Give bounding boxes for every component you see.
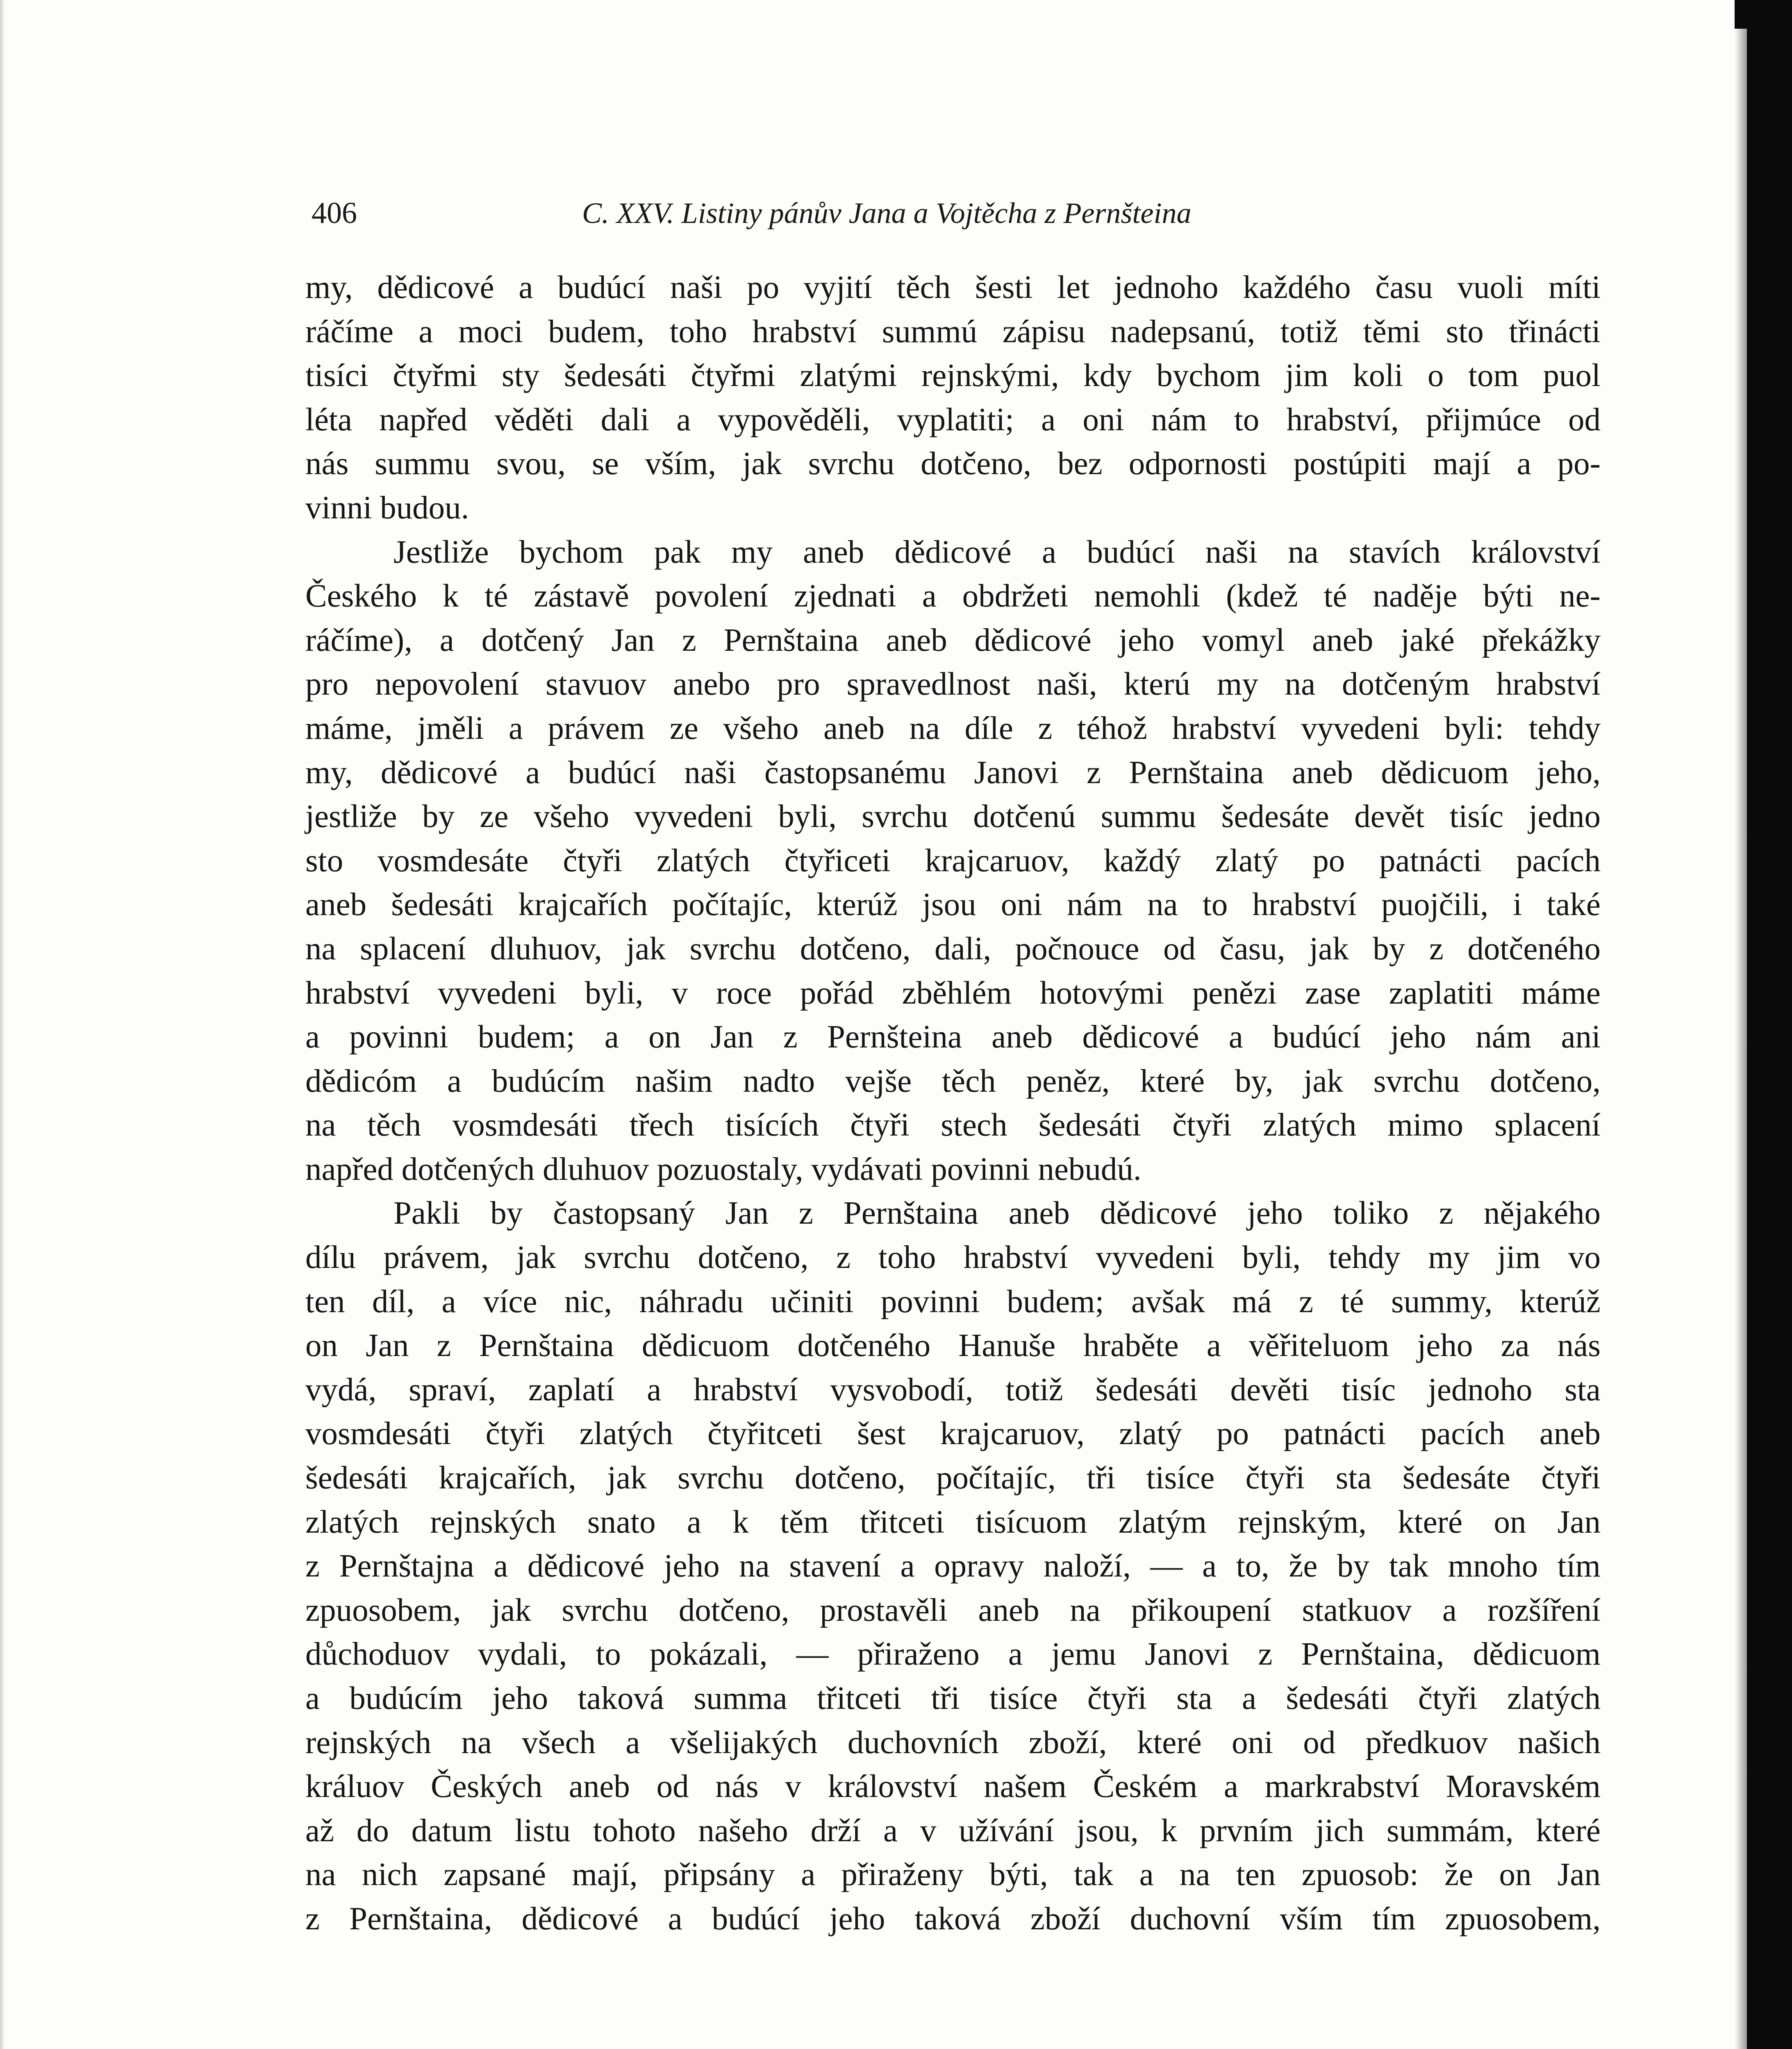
text-line: na nich zapsané mají, připsány a přiraženy býti, tak a na ten zpuosob: že on Jan <box>305 1857 1601 1893</box>
text-line: vosmdesáti čtyři zlatých čtyřitceti šest krajcaruov, zlatý po patnácti pacích aneb <box>305 1416 1601 1452</box>
text-line: králuov Českých aneb od nás v království našem Českém a markrabství Moravském <box>305 1769 1601 1805</box>
text-line: zlatých rejnských snato a k těm třitceti tisícuom zlatým rejnským, které on Jan <box>305 1504 1601 1540</box>
text-line: na splacení dluhuov, jak svrchu dotčeno, dali, počnouce od času, jak by z dotčeného <box>305 931 1601 967</box>
text-line: tisíci čtyřmi sty šedesáti čtyřmi zlatými rejnskými, kdy bychom jim koli o tom puol <box>305 358 1601 394</box>
text-line: nás summu svou, se vším, jak svrchu dotčeno, bez odpornosti postúpiti mají a po- <box>305 446 1601 482</box>
text-line: rejnských na všech a všelijakých duchovních zboží, které oni od předkuov našich <box>305 1724 1601 1761</box>
text-line: aneb šedesáti krajcařích počítajíc, kterúž jsou oni nám na to hrabství puojčili, i také <box>305 887 1601 923</box>
text-line: on Jan z Pernštaina dědicuom dotčeného Hanuše hraběte a věřiteluom jeho za nás <box>305 1328 1601 1364</box>
text-line: máme, jměli a právem ze všeho aneb na díle z téhož hrabství vyvedeni byli: tehdy <box>305 710 1601 746</box>
text-line: Jestliže bychom pak my aneb dědicové a budúcí naši na stavích království <box>393 534 1601 570</box>
text-line: sto vosmdesáte čtyři zlatých čtyřiceti krajcaruov, každý zlatý po patnácti pacích <box>305 843 1601 879</box>
page-header <box>312 193 1336 238</box>
body-text <box>305 266 1601 1941</box>
text-line: my, dědicové a budúcí naši častopsanému Janovi z Pernštaina aneb dědicuom jeho, <box>305 754 1601 791</box>
text-line: vydá, spraví, zaplatí a hrabství vysvobodí, totiž šedesáti devěti tisíc jednoho sta <box>305 1372 1601 1408</box>
text-line: šedesáti krajcařích, jak svrchu dotčeno, počítajíc, tři tisíce čtyři sta šedesáte čtyři <box>305 1460 1601 1496</box>
text-line: z Pernštaina, dědicové a budúcí jeho taková zboží duchovní vším tím zpuosobem, <box>305 1901 1601 1937</box>
text-line: dílu právem, jak svrchu dotčeno, z toho hrabství vyvedeni byli, tehdy my jim vo <box>305 1240 1601 1276</box>
text-line: ráčíme a moci budem, toho hrabství summú zápisu nadepsanú, totiž těmi sto třinácti <box>305 313 1601 350</box>
paragraph-1 <box>305 266 1601 530</box>
text-line: hrabství vyvedeni byli, v roce pořád zběhlém hotovými penězi zase zaplatiti máme <box>305 975 1601 1011</box>
text-line: a budúcím jeho taková summa třitceti tři tisíce čtyři sta a šedesáti čtyři zlatých <box>305 1681 1601 1716</box>
paragraph-3 <box>305 1191 1601 1941</box>
text-line: dědicóm a budúcím našim nadto vejše těch peněz, které by, jak svrchu dotčeno, <box>305 1063 1601 1099</box>
text-line: zpuosobem, jak svrchu dotčeno, prostavěli aneb na přikoupení statkuov a rozšíření <box>305 1592 1601 1628</box>
text-line: z Pernštajna a dědicové jeho na stavení a opravy naloží, — a to, že by tak mnoho tím <box>305 1548 1601 1584</box>
page-number: 406 <box>312 196 357 230</box>
text-line: Českého k té zástavě povolení zjednati a obdržeti nemohli (kdež té naděje býti ne- <box>305 578 1601 614</box>
running-head: C. XXV. Listiny pánův Jana a Vojtěcha z Pernšteina <box>582 197 1192 229</box>
text-line: pro nepovolení stavuov anebo pro spravedlnost naši, kterú my na dotčeným hrabství <box>305 666 1601 702</box>
scan-top-right-corner <box>1735 0 1792 29</box>
text-line: Pakli by častopsaný Jan z Pernštaina aneb dědicové jeho toliko z nějakého <box>393 1195 1601 1231</box>
text-line: až do datum listu tohoto našeho drží a v užívání jsou, k prvním jich summám, které <box>305 1813 1601 1849</box>
text-line: důchoduov vydali, to pokázali, — přiraženo a jemu Janovi z Pernštaina, dědicuom <box>305 1636 1601 1672</box>
text-line: ráčíme), a dotčený Jan z Pernštaina aneb dědicové jeho vomyl aneb jaké překážky <box>305 622 1601 658</box>
text-line: a povinni budem; a on Jan z Pernšteina aneb dědicové a budúcí jeho nám ani <box>305 1019 1601 1055</box>
text-line: vinni budou. <box>305 490 469 526</box>
scan-right-border <box>1747 0 1792 2049</box>
scan-right-shadow <box>1735 0 1747 2049</box>
paragraph-2 <box>305 530 1601 1192</box>
text-line: jestliže by ze všeho vyvedeni byli, svrchu dotčenú summu šedesáte devět tisíc jedno <box>305 799 1601 835</box>
text-line: ten díl, a více nic, náhradu učiniti povinni budem; avšak má z té summy, kterúž <box>305 1283 1601 1320</box>
text-line: napřed dotčených dluhuov pozuostaly, vydávati povinni nebudú. <box>305 1151 1142 1187</box>
text-line: my, dědicové a budúcí naši po vyjití těch šesti let jednoho každého času vuoli míti <box>305 270 1601 305</box>
text-line: léta napřed věděti dali a vypověděli, vyplatiti; a oni nám to hrabství, přijmúce od <box>305 402 1601 438</box>
scan-left-edge <box>0 0 5 2049</box>
text-line: na těch vosmdesáti třech tisících čtyři stech šedesáti čtyři zlatých mimo splacení <box>305 1107 1601 1143</box>
